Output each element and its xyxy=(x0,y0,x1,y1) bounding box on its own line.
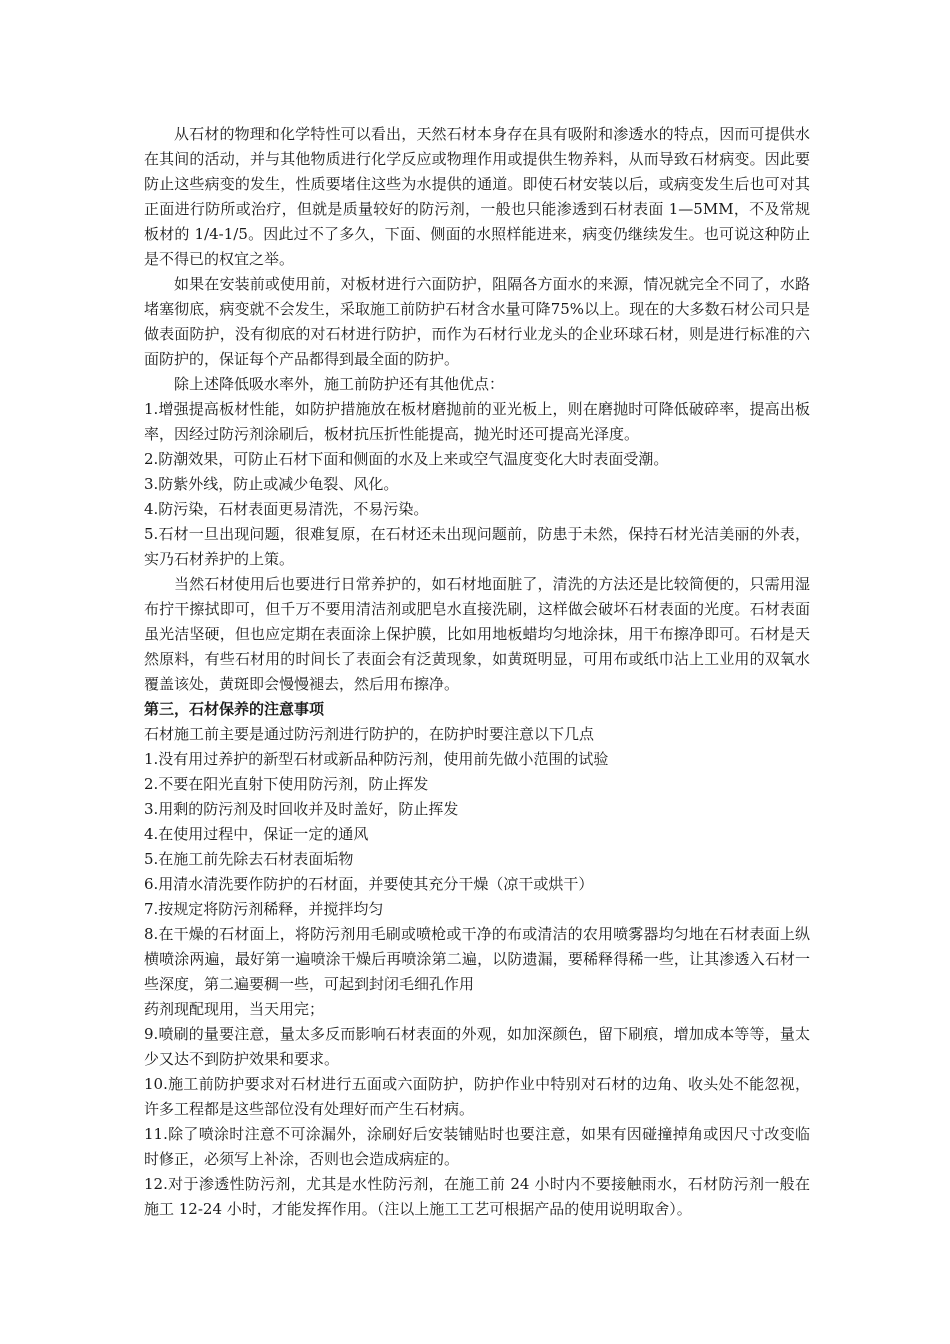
list-item: 3.用剩的防污剂及时回收并及时盖好，防止挥发 xyxy=(144,800,459,818)
section-heading: 第三，石材保养的注意事项 xyxy=(144,700,325,718)
list-item: 4.在使用过程中，保证一定的通风 xyxy=(144,825,369,843)
list-item: 12.对于渗透性防污剂，尤其是水性防污剂，在施工前 24 小时内不要接触雨水，石材防污剂一般在施工 12-24 小时，才能发挥作用。（注以上施工工艺可根据产品的使用说明取舍）。 xyxy=(144,1175,810,1218)
precautions-list xyxy=(144,747,810,1222)
list-item: 药剂现配现用，当天用完； xyxy=(144,1000,325,1018)
list-item: 3.防紫外线，防止或减少龟裂、风化。 xyxy=(144,475,399,493)
list-item: 9.喷刷的量要注意，量太多反而影响石材表面的外观，如加深颜色，留下刷痕，增加成本等等，量太少又达不到防护效果和要求。 xyxy=(144,1025,810,1068)
list-item: 6.用清水清洗要作防护的石材面，并要使其充分干燥（凉干或烘干） xyxy=(144,875,594,893)
list-item: 11.除了喷涂时注意不可涂漏外，涂刷好后安装铺贴时也要注意，如果有因碰撞掉角或因尺寸改变临时修正，必须写上补涂，否则也会造成病症的。 xyxy=(144,1125,810,1168)
paragraph-daily-maintenance: 当然石材使用后也要进行日常养护的，如石材地面脏了，清洗的方法还是比较简便的，只需用湿布拧干擦拭即可，但千万不要用清洁剂或肥皂水直接洗刷，这样做会破坏石材表面的光度。石材表面虽光洁坚硬，但也应定期在表面涂上保护膜，比如用地板蜡均匀地涂抹，用干布擦净即可。石材是天然原料，有些石材用的时间长了表面会有泛黄现象，如黄斑明显，可用布或纸巾沾上工业用的双氧水覆盖该处，黄斑即会慢慢褪去，然后用布擦净。 xyxy=(144,575,810,693)
list-item: 1.没有用过养护的新型石材或新品种防污剂，使用前先做小范围的试验 xyxy=(144,750,609,768)
paragraph-six-side-protection: 如果在安装前或使用前，对板材进行六面防护，阻隔各方面水的来源，情况就完全不同了，水路堵塞彻底，病变就不会发生，采取施工前防护石材含水量可降75%以上。现在的大多数石材公司只是做表面防护，没有彻底的对石材进行防护，而作为石材行业龙头的企业环球石材，则是进行标准的六面防护的，保证每个产品都得到最全面的防护。 xyxy=(144,275,810,368)
paragraph-other-advantages-intro: 除上述降低吸水率外，施工前防护还有其他优点： xyxy=(174,375,505,393)
list-item: 2.不要在阳光直射下使用防污剂，防止挥发 xyxy=(144,775,429,793)
list-item: 5.在施工前先除去石材表面垢物 xyxy=(144,850,354,868)
list-item: 8.在干燥的石材面上，将防污剂用毛刷或喷枪或干净的布或清洁的农用喷雾器均匀地在石材表面上纵横喷涂两遍，最好第一遍喷涂干燥后再喷涂第二遍，以防遗漏，要稀释得稀一些，让其渗透入石材一些深度，第二遍要稠一些，可起到封闭毛细孔作用 xyxy=(144,925,810,993)
list-item: 10.施工前防护要求对石材进行五面或六面防护，防护作业中特别对石材的边角、收头处不能忽视，许多工程都是这些部位没有处理好而产生石材病。 xyxy=(144,1075,810,1118)
advantages-list xyxy=(144,397,810,572)
document-page xyxy=(144,122,810,1222)
list-item: 2.防潮效果，可防止石材下面和侧面的水及上来或空气温度变化大时表面受潮。 xyxy=(144,450,669,468)
list-item: 7.按规定将防污剂稀释，并搅拌均匀 xyxy=(144,900,384,918)
paragraph-water-absorption: 从石材的物理和化学特性可以看出，天然石材本身存在具有吸附和渗透水的特点，因而可提供水在其间的活动，并与其他物质进行化学反应或物理作用或提供生物养料，从而导致石材病变。因此要防止这些病变的发生，性质要堵住这些为水提供的通道。即使石材安装以后，或病变发生后也可对其正面进行防所或治疗，但就是质量较好的防污剂，一般也只能渗透到石材表面 1—5MM，不及常规板材的 1/4-1/5。因此过不了多久，下面、侧面的水照样能进来，病变仍继续发生。也可说这种防止是不得已的权宜之举。 xyxy=(144,125,810,268)
section-intro: 石材施工前主要是通过防污剂进行防护的，在防护时要注意以下几点 xyxy=(144,725,595,743)
list-item: 4.防污染，石材表面更易清洗，不易污染。 xyxy=(144,500,429,518)
list-item: 1.增强提高板材性能，如防护措施放在板材磨抛前的亚光板上，则在磨抛时可降低破碎率，提高出板率，因经过防污剂涂刷后，板材抗压折性能提高，抛光时还可提高光泽度。 xyxy=(144,400,810,443)
list-item: 5.石材一旦出现问题，很难复原，在石材还未出现问题前，防患于未然，保持石材光洁美丽的外表，实乃石材养护的上策。 xyxy=(144,525,810,568)
